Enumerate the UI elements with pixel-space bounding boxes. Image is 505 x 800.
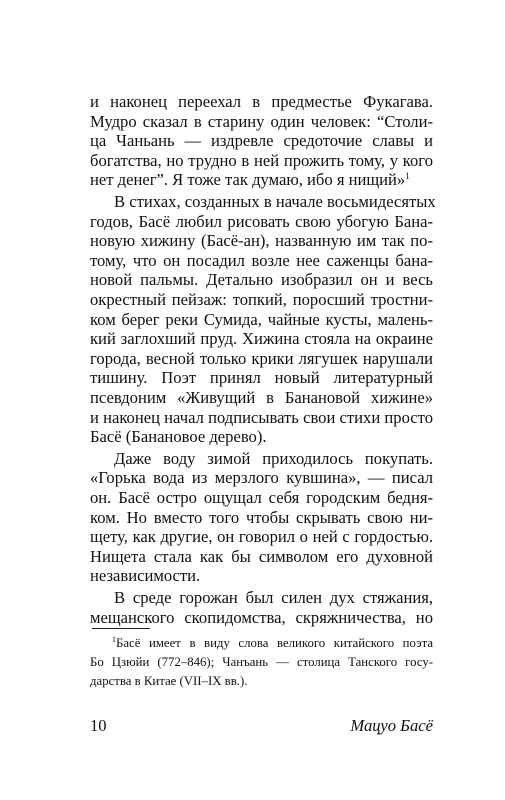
text-line-content: нет денег”. Я тоже так думаю, ибо я нищий» [90, 170, 406, 189]
footnote-line: дарства в Китае (VII–IX вв.). [90, 674, 248, 688]
footnote-number: 1 [112, 635, 116, 644]
text-line: ца Чаньань — издревле средоточие славы и [90, 131, 433, 150]
text-line: щету, как другие, он говорил о ней с гордостью. [90, 527, 433, 546]
text-line: он. Басё остро ощущал себя городским бедня- [90, 488, 433, 507]
text-line: города, весной только крики лягушек нарушали [90, 349, 433, 368]
footnote-rule [92, 628, 150, 629]
footnote-line: Бо Цзюйи (772–846); Чанъань — столица Танского госу- [90, 655, 433, 669]
running-head: Мацуо Басё [350, 716, 433, 735]
text-line: тишину. Поэт принял новый литературный [90, 368, 433, 387]
page-number: 10 [90, 716, 107, 735]
text-line: Даже воду зимой приходилось покупать. [114, 449, 433, 468]
text-line: независимости. [90, 566, 201, 585]
text-line: новой пальмы. Детально изобразил он и весь [90, 270, 433, 289]
text-line: окрестный пейзаж: топкий, поросший тростни- [90, 290, 433, 309]
text-line: Мудро сказал в старину один человек: “Столи- [90, 112, 433, 131]
text-line: тому, что он посадил возле нее саженцы бана- [90, 251, 433, 270]
text-line: мещанского скопидомства, скряжничества, но [90, 608, 433, 627]
text-line: Басё (Банановое дерево). [90, 427, 267, 446]
text-line: кий заглохший пруд. Хижина стояла на окраине [90, 329, 433, 348]
footnote-line [112, 634, 433, 653]
footnote-reference: 1 [405, 171, 410, 181]
text-line: «Горька вода из мерзлого кувшина», — писал [90, 468, 433, 487]
text-line: ком. Но вместо того чтобы скрывать свою ни- [90, 508, 433, 527]
text-line: и наконец переехал в предместье Фукагава. [90, 92, 433, 111]
text-line: новую хижину (Басё-ан), названную им так по- [90, 231, 433, 250]
text-line: В стихах, созданных в начале восьмидесятых [114, 192, 436, 211]
text-line: годов, Басё любил рисовать свою убогую Бана- [90, 212, 433, 231]
text-line: Нищета стала как бы символом его духовной [90, 547, 433, 566]
text-line: псевдоним «Живущий в Банановой хижине» [90, 388, 433, 407]
text-line: богатства, но трудно в ней прожить тому, у кого [90, 151, 433, 170]
text-line: и наконец начал подписывать свои стихи просто [90, 408, 433, 427]
text-line [90, 168, 433, 192]
footnote-text: Басё имеет в виду слова великого китайского поэта [116, 636, 433, 650]
text-line: В среде горожан был силен дух стяжания, [114, 588, 433, 607]
text-line: ком берег реки Сумида, чайные кусты, малень- [90, 310, 433, 329]
